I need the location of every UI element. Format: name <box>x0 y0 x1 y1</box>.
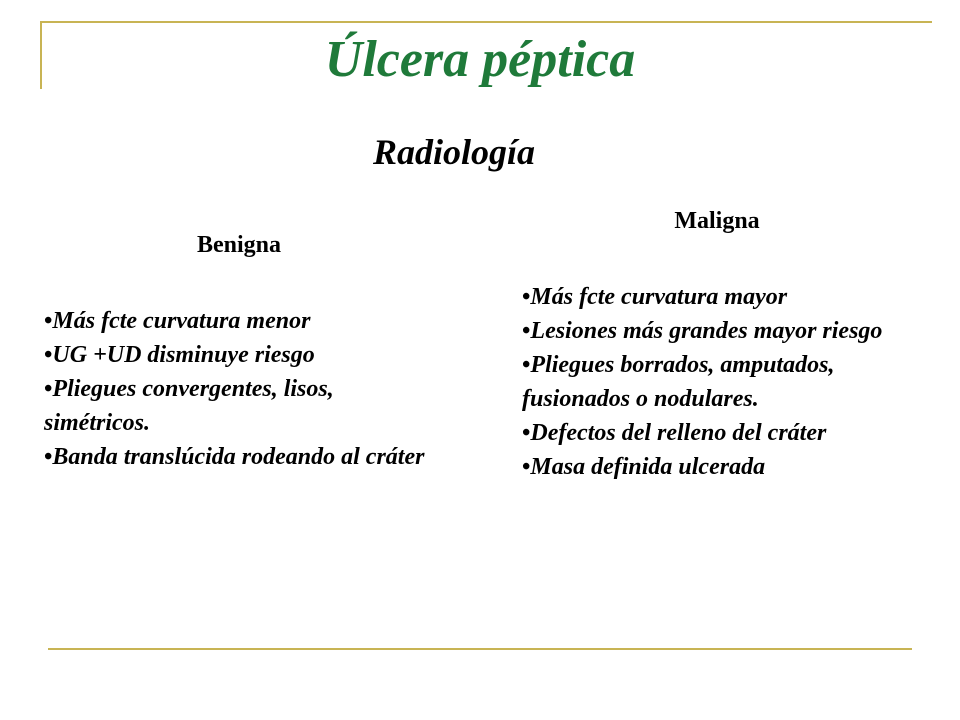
benigna-heading: Benigna <box>196 232 282 258</box>
list-item <box>44 440 444 474</box>
list-item-text: Más fcte curvatura menor <box>52 308 311 334</box>
maligna-heading: Maligna <box>674 208 760 234</box>
list-item-text: Pliegues convergentes, lisos, simétricos. <box>44 376 334 436</box>
list-item-text: Más fcte curvatura mayor <box>530 284 788 310</box>
list-item <box>44 372 444 440</box>
bullet-glyph: • <box>522 352 531 378</box>
list-item <box>522 314 932 348</box>
list-item <box>522 450 932 484</box>
list-item-text: Lesiones más grandes mayor riesgo <box>530 318 883 344</box>
bullet-glyph: • <box>522 284 531 310</box>
bullet-glyph: • <box>522 318 531 344</box>
benigna-list <box>44 304 444 474</box>
bullet-glyph: • <box>522 420 531 446</box>
benigna-column <box>44 228 444 474</box>
list-item <box>44 338 444 372</box>
list-item-text: Pliegues borrados, amputados, fusionados o nodulares. <box>522 352 835 412</box>
list-item <box>522 348 932 416</box>
list-item-text: Defectos del relleno del cráter <box>530 420 827 446</box>
bullet-glyph: • <box>44 444 53 470</box>
slide-title: Úlcera péptica <box>324 31 636 88</box>
list-item-text: Masa definida ulcerada <box>530 454 766 480</box>
list-item-text: UG +UD disminuye riesgo <box>52 342 315 368</box>
maligna-column <box>522 204 932 484</box>
maligna-list <box>522 280 932 484</box>
list-item-text: Banda translúcida rodeando al cráter <box>52 444 425 470</box>
list-item <box>522 280 932 314</box>
bottom-rule <box>48 648 912 650</box>
top-rule <box>40 21 932 23</box>
list-item <box>44 304 444 338</box>
bullet-glyph: • <box>44 376 53 402</box>
bullet-glyph: • <box>44 342 53 368</box>
bullet-glyph: • <box>522 454 531 480</box>
bullet-glyph: • <box>44 308 53 334</box>
slide-subtitle: Radiología <box>372 132 536 172</box>
list-item <box>522 416 932 450</box>
